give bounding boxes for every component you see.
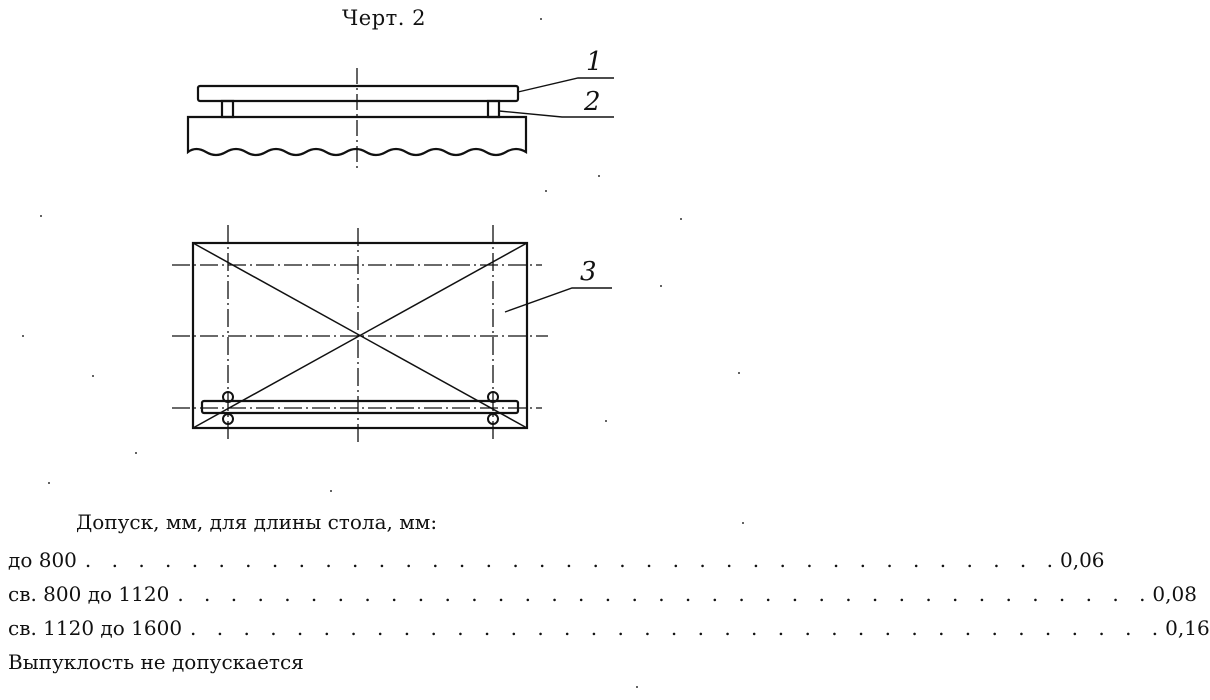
tolerance-row — [8, 548, 1105, 576]
scan-speck — [680, 218, 682, 220]
scan-speck — [545, 190, 547, 192]
tolerance-range: до 800 — [8, 548, 77, 572]
dot-leader: . . . . . . . . . . . . . . . . . . . . . . . . . . . . . . . . . . . . . — [84, 548, 1060, 572]
tolerance-range: св. 800 до 1120 — [8, 582, 170, 606]
dot-leader: . . . . . . . . . . . . . . . . . . . . . . . . . . . . . . . . . . . . . — [177, 582, 1153, 606]
tolerance-row — [8, 616, 1210, 644]
tolerance-value: 0,06 — [1059, 548, 1105, 572]
scan-speck — [40, 215, 42, 217]
support-block-right — [488, 101, 499, 117]
scan-speck — [92, 375, 94, 377]
scan-speck — [22, 335, 24, 337]
scan-speck — [636, 686, 638, 688]
straight-edge-bar — [198, 86, 518, 101]
scan-speck — [540, 18, 542, 20]
dot-leader: . . . . . . . . . . . . . . . . . . . . . . . . . . . . . . . . . . . . . — [190, 616, 1166, 640]
support-block-left — [222, 101, 233, 117]
straight-edge-bar-plan — [202, 401, 518, 413]
callout-2: 2 — [584, 87, 601, 117]
figure-caption: Черт. 2 — [342, 6, 426, 30]
leader-line-3 — [505, 288, 612, 312]
callout-1: 1 — [586, 47, 603, 77]
tolerance-row — [8, 582, 1197, 610]
scan-speck — [330, 490, 332, 492]
scan-speck — [738, 372, 740, 374]
tolerance-range: св. 1120 до 1600 — [8, 616, 183, 640]
scan-speck — [135, 452, 137, 454]
tolerance-value: 0,16 — [1165, 616, 1210, 640]
scan-speck — [742, 522, 744, 524]
tolerance-value: 0,08 — [1152, 582, 1197, 606]
convexity-note: Выпуклость не допускается — [8, 650, 304, 674]
scan-speck — [605, 420, 607, 422]
scan-speck — [48, 482, 50, 484]
side-view — [188, 68, 614, 168]
callout-3: 3 — [580, 257, 597, 287]
tolerance-heading: Допуск, мм, для длины стола, мм: — [76, 510, 438, 534]
plan-view — [172, 225, 612, 444]
scan-speck — [598, 175, 600, 177]
technical-drawing — [0, 0, 768, 470]
scan-speck — [660, 285, 662, 287]
